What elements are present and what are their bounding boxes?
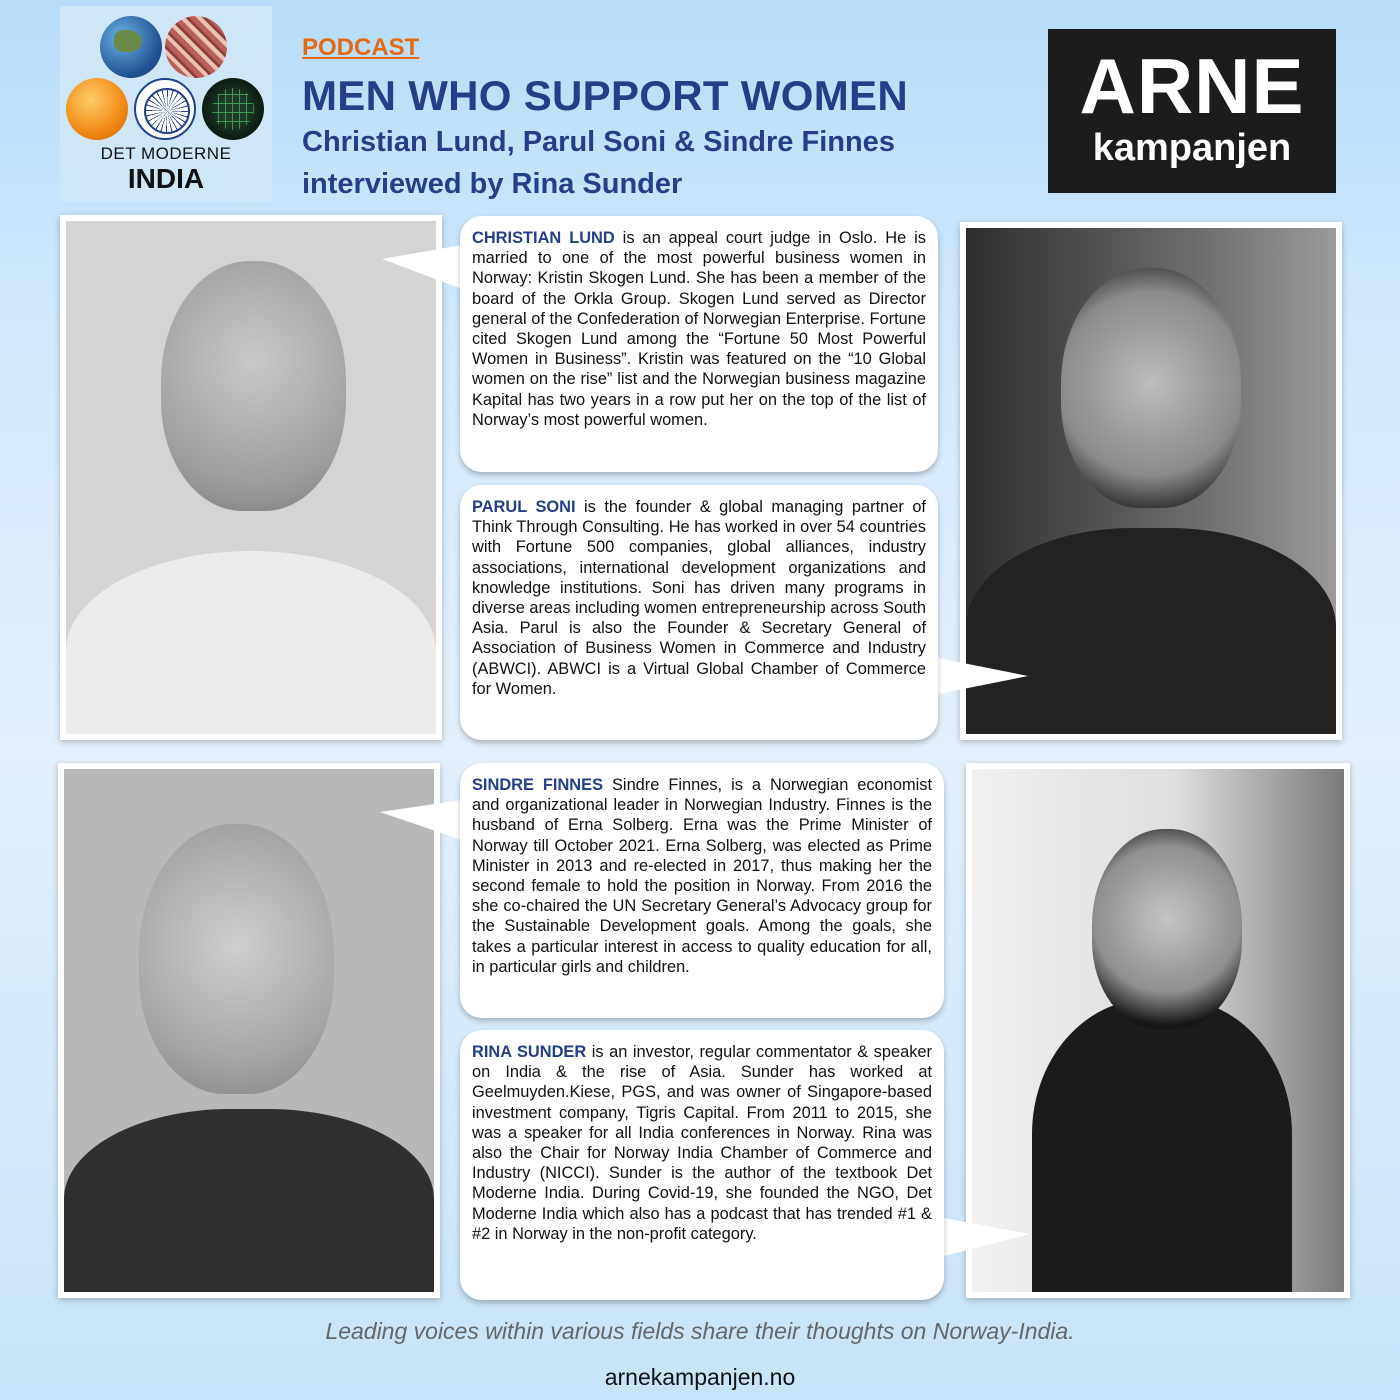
ashoka-chakra-icon <box>134 78 196 140</box>
shoulders-shape <box>966 528 1336 734</box>
striped-globe-icon <box>165 16 227 78</box>
bio-bubble-christian-lund <box>460 216 938 472</box>
brand-bottom-text: kampanjen <box>1092 127 1292 169</box>
sun-globe-icon <box>66 78 128 140</box>
logo-text-line1: DET MODERNE <box>100 144 232 163</box>
logo-text-line2: INDIA <box>127 163 205 194</box>
bio-name: PARUL SONI <box>472 498 576 516</box>
shoulders-shape <box>64 1109 434 1292</box>
head-shape <box>1092 829 1242 1029</box>
head-shape <box>1061 268 1241 508</box>
brand-top-text: ARNE <box>1079 42 1305 130</box>
tagline: Leading voices within various fields share their thoughts on Norway-India. <box>325 1318 1075 1344</box>
bio-text: is an investor, regular commentator & speaker on India & the rise of Asia. Sunder has worked at Geelmuyden.Kiese, PGS, and was owner of Singapore-based investment company, Tigris Capital. From 2011 to 2015, she was a speaker for all India conferences in Norway. Rina was also the Chair for Norway India Chamber of Commerce and Industry (NICCI). Sunder is the author of the textbook Det Moderne India. During Covid-19, she founded the NGO, Det Moderne India which also has a podcast that has trended #1 & #2 in Norway in the non-profit category. <box>472 1043 932 1243</box>
arne-kampanjen-logo <box>1048 29 1336 193</box>
speech-tail-sindre <box>380 800 462 840</box>
circuit-globe-icon <box>202 78 264 140</box>
portrait-christian-lund <box>60 215 442 740</box>
speech-tail-christian <box>382 245 462 289</box>
bio-name: CHRISTIAN LUND <box>472 229 615 247</box>
bio-bubble-sindre-finnes <box>460 763 944 1018</box>
portrait-photo <box>972 769 1344 1292</box>
shoulders-shape <box>1032 999 1292 1292</box>
website-link[interactable]: arnekampanjen.no <box>604 1364 796 1390</box>
interviewer-line: interviewed by Rina Sunder <box>302 168 683 200</box>
bio-text: is the founder & global managing partner of Think Through Consulting. He has worked in over 54 countries with Fortune 500 companies, global alliances, industry associations, international development organizations and knowledge institutions. Soni has driven many programs in diverse areas including women entrepreneurship across South Asia. Parul is also the Founder & Secretary General of Association of Business Women in Commerce and Industry (ABWCI). ABWCI is a Virtual Global Chamber of Commerce for Women. <box>472 498 926 698</box>
portrait-sindre-finnes <box>58 763 440 1298</box>
portrait-photo <box>66 221 436 734</box>
bio-name: SINDRE FINNES <box>472 776 604 794</box>
bio-name: RINA SUNDER <box>472 1043 587 1061</box>
bio-bubble-parul-soni <box>460 485 938 740</box>
podcast-kicker: PODCAST <box>302 34 420 61</box>
bio-bubble-rina-sunder <box>460 1030 944 1300</box>
guest-names: Christian Lund, Parul Soni & Sindre Finnes <box>302 126 895 158</box>
page-title: MEN WHO SUPPORT WOMEN <box>302 72 908 119</box>
earth-globe-icon <box>100 16 162 78</box>
bio-text: is an appeal court judge in Oslo. He is married to one of the most powerful business women in Norway: Kristin Skogen Lund. She has been a member of the board of the Orkla Group. Skogen Lund served as Director general of the Confederation of Norwegian Enterprise. Fortune cited Skogen Lund among the “Fortune 50 Most Powerful Women in Business”. Kristin was featured on the “10 Global women on the rise” list and the Norwegian business magazine Kapital has two years in a row put her on the top of the list of Norway’s most powerful women. <box>472 229 926 429</box>
head-shape <box>161 261 346 511</box>
speech-tail-rina <box>944 1218 1030 1256</box>
head-shape <box>139 824 334 1094</box>
portrait-photo <box>64 769 434 1292</box>
bio-text: Sindre Finnes, is a Norwegian economist and organizational leader in Norwegian Industry. Finnes is the husband of Erna Solberg. Erna was the Prime Minister of Norway till October 2021. Erna Solberg, was elected as Prime Minister in 2013 and re-elected in 2017, thus making her the second female to hold the position in Norway. From 2016 the she co-chaired the UN Secretary General’s Advocacy group for the Sustainable Development goals. Among the goals, she takes a particular interest in access to quality education for all, in particular girls and children. <box>472 776 932 976</box>
det-moderne-india-logo <box>60 6 272 202</box>
speech-tail-parul <box>938 658 1028 694</box>
shoulders-shape <box>66 551 436 734</box>
